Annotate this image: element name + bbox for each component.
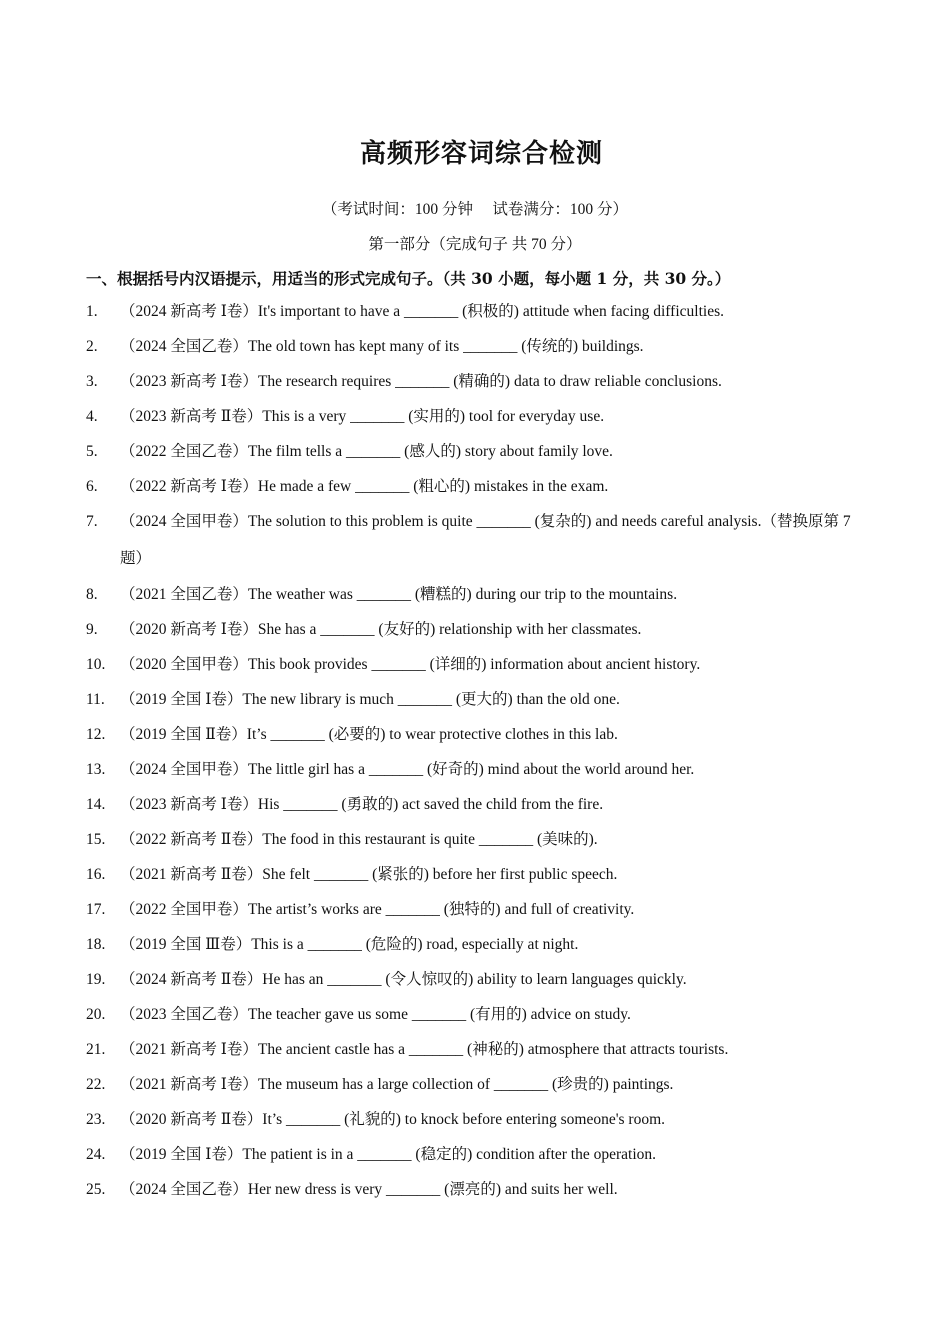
question-text: His _______ (勇敢的) act saved the child from the fire. bbox=[257, 796, 604, 813]
question-source: （2023 新高考 Ⅰ卷） bbox=[120, 796, 258, 813]
question-number: 12. bbox=[86, 726, 106, 743]
question-text: The teacher gave us some _______ (有用的) advice on study. bbox=[247, 1006, 631, 1023]
question-text: The little girl has a _______ (好奇的) mind about the world around her. bbox=[247, 761, 695, 778]
question-item bbox=[86, 398, 866, 435]
question-item bbox=[86, 926, 866, 963]
question-number: 8. bbox=[86, 586, 98, 603]
question-item bbox=[86, 468, 866, 505]
question-text: The ancient castle has a _______ (神秘的) atmosphere that attracts tourists. bbox=[257, 1041, 729, 1058]
question-number: 23. bbox=[86, 1111, 106, 1128]
question-source: （2022 新高考 Ⅱ卷） bbox=[120, 831, 263, 848]
question-item bbox=[86, 328, 866, 365]
question-text: The museum has a large collection of _______ (珍贵的) paintings. bbox=[257, 1076, 674, 1093]
question-number: 9. bbox=[86, 621, 98, 638]
question-text: He has an _______ (令人惊叹的) ability to learn languages quickly. bbox=[262, 971, 687, 988]
question-source: （2021 全国乙卷） bbox=[120, 586, 248, 603]
question-item bbox=[86, 1031, 866, 1068]
question-item bbox=[86, 1136, 866, 1173]
question-item bbox=[86, 891, 866, 928]
question-text: The food in this restaurant is quite _______ (美味的). bbox=[262, 831, 598, 848]
question-source: （2024 全国甲卷） bbox=[120, 761, 248, 778]
question-text: She has a _______ (友好的) relationship with her classmates. bbox=[257, 621, 642, 638]
question-text: Her new dress is very _______ (漂亮的) and suits her well. bbox=[247, 1181, 618, 1198]
question-item bbox=[86, 433, 866, 470]
question-number: 10. bbox=[86, 656, 106, 673]
question-item bbox=[86, 1101, 866, 1138]
question-source: （2023 全国乙卷） bbox=[120, 1006, 248, 1023]
question-text: The new library is much _______ (更大的) than the old one. bbox=[242, 691, 620, 708]
question-source: （2019 全国 Ⅰ卷） bbox=[120, 1146, 243, 1163]
question-number: 2. bbox=[86, 338, 98, 355]
question-source: （2024 新高考 Ⅱ卷） bbox=[120, 971, 263, 988]
question-item bbox=[86, 611, 866, 648]
question-item bbox=[86, 363, 866, 400]
question-number: 19. bbox=[86, 971, 106, 988]
question-source: （2024 全国乙卷） bbox=[120, 1181, 248, 1198]
question-text: This is a very _______ (实用的) tool for everyday use. bbox=[262, 408, 605, 425]
question-item bbox=[86, 821, 866, 858]
question-item bbox=[86, 961, 866, 998]
question-item bbox=[86, 1066, 866, 1103]
question-source: （2022 全国乙卷） bbox=[120, 443, 248, 460]
question-text: It's important to have a _______ (积极的) attitude when facing difficulties. bbox=[257, 303, 724, 320]
question-item bbox=[86, 1171, 866, 1208]
question-text: This is a _______ (危险的) road, especially at night. bbox=[251, 936, 579, 953]
question-number: 14. bbox=[86, 796, 106, 813]
section-heading: 一、根据括号内汉语提示，用适当的形式完成句子。（共 30 小题，每小题 1 分，共 30 分。） bbox=[86, 269, 731, 288]
question-text: The research requires _______ (精确的) data to draw reliable conclusions. bbox=[257, 373, 722, 390]
question-number: 4. bbox=[86, 408, 98, 425]
exam-info: （考试时间：100 分钟 试卷满分：100 分） bbox=[321, 201, 629, 218]
question-source: （2021 新高考 Ⅰ卷） bbox=[120, 1041, 258, 1058]
question-number: 11. bbox=[86, 691, 105, 708]
question-number: 13. bbox=[86, 761, 106, 778]
question-text: The patient is in a _______ (稳定的) condition after the operation. bbox=[242, 1146, 657, 1163]
question-item bbox=[86, 681, 866, 718]
question-number: 25. bbox=[86, 1181, 106, 1198]
question-text: The weather was _______ (糟糕的) during our trip to the mountains. bbox=[247, 586, 678, 603]
question-item bbox=[86, 576, 866, 613]
question-source: （2023 新高考 Ⅰ卷） bbox=[120, 373, 258, 390]
question-number: 16. bbox=[86, 866, 106, 883]
question-text: The old town has kept many of its _______ (传统的) buildings. bbox=[247, 338, 644, 355]
question-item bbox=[86, 716, 866, 753]
question-text: This book provides _______ (详细的) information about ancient history. bbox=[247, 656, 701, 673]
question-text: She felt _______ (紧张的) before her first public speech. bbox=[262, 866, 618, 883]
question-number: 17. bbox=[86, 901, 106, 918]
question-text: The film tells a _______ (感人的) story about family love. bbox=[247, 443, 613, 460]
question-number: 15. bbox=[86, 831, 106, 848]
question-number: 24. bbox=[86, 1146, 106, 1163]
question-item bbox=[86, 856, 866, 893]
question-source: （2019 全国 Ⅱ卷） bbox=[120, 726, 247, 743]
question-number: 5. bbox=[86, 443, 98, 460]
question-text: The artist’s works are _______ (独特的) and full of creativity. bbox=[247, 901, 635, 918]
question-source: （2024 全国甲卷） bbox=[120, 513, 248, 530]
question-source: （2022 全国甲卷） bbox=[120, 901, 248, 918]
question-text: It’s _______ (必要的) to wear protective clothes in this lab. bbox=[246, 726, 618, 743]
question-item bbox=[86, 646, 866, 683]
question-item bbox=[86, 996, 866, 1033]
question-source: （2021 新高考 Ⅱ卷） bbox=[120, 866, 263, 883]
question-text: He made a few _______ (粗心的) mistakes in the exam. bbox=[257, 478, 609, 495]
question-number: 22. bbox=[86, 1076, 106, 1093]
question-item bbox=[86, 751, 866, 788]
question-number: 6. bbox=[86, 478, 98, 495]
part-heading: 第一部分（完成句子 共 70 分） bbox=[368, 236, 582, 253]
question-number: 3. bbox=[86, 373, 98, 390]
question-item bbox=[86, 503, 866, 577]
question-text: The solution to this problem is quite _______ (复杂的) and needs careful analysis.（替换原第 7 题） bbox=[120, 513, 851, 567]
question-text: It’s _______ (礼貌的) to knock before entering someone's room. bbox=[262, 1111, 665, 1128]
question-number: 20. bbox=[86, 1006, 106, 1023]
question-source: （2023 新高考 Ⅱ卷） bbox=[120, 408, 263, 425]
question-source: （2020 全国甲卷） bbox=[120, 656, 248, 673]
question-item bbox=[86, 293, 866, 330]
question-source: （2020 新高考 Ⅰ卷） bbox=[120, 621, 258, 638]
page-title: 高频形容词综合检测 bbox=[359, 139, 603, 169]
question-item bbox=[86, 786, 866, 823]
question-source: （2020 新高考 Ⅱ卷） bbox=[120, 1111, 263, 1128]
question-number: 7. bbox=[86, 513, 98, 530]
question-source: （2019 全国 Ⅲ卷） bbox=[120, 936, 252, 953]
question-number: 1. bbox=[86, 303, 98, 320]
question-source: （2019 全国 Ⅰ卷） bbox=[120, 691, 243, 708]
question-number: 21. bbox=[86, 1041, 106, 1058]
question-source: （2024 新高考 Ⅰ卷） bbox=[120, 303, 258, 320]
question-source: （2022 新高考 Ⅰ卷） bbox=[120, 478, 258, 495]
question-source: （2024 全国乙卷） bbox=[120, 338, 248, 355]
question-number: 18. bbox=[86, 936, 106, 953]
question-source: （2021 新高考 Ⅰ卷） bbox=[120, 1076, 258, 1093]
